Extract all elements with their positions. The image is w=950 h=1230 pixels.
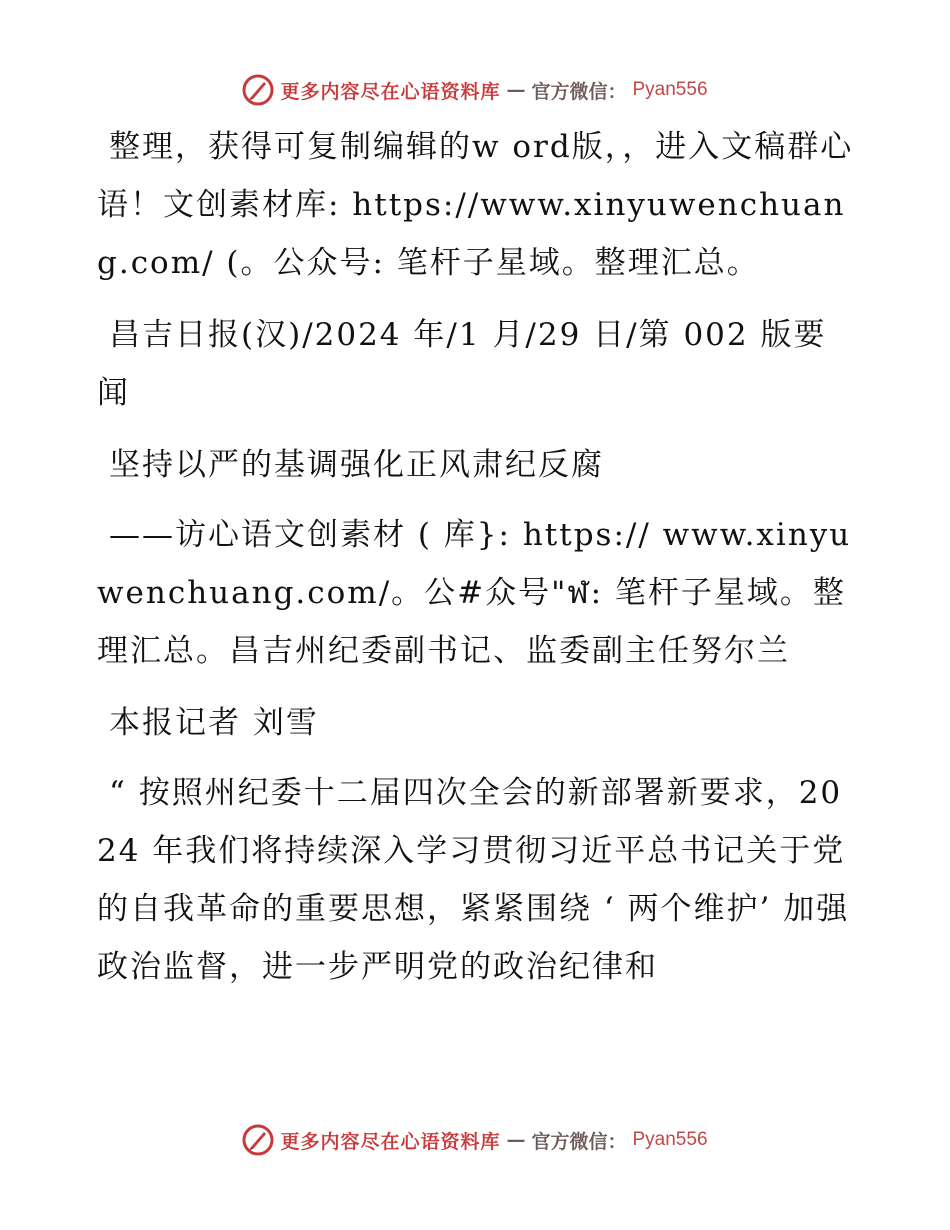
watermark-separator: — — [506, 1129, 526, 1151]
paragraph-body: “ 按照州纪委十二届四次全会的新部署新要求，2024 年我们将持续深入学习贯彻习近平总书记关于党的自我革命的重要思想，紧紧围绕 ‘ 两个维护’ 加强政治监督，进一步严明党的政治纪律和 — [97, 775, 850, 985]
article-subheadline: ——访心语文创素材 ( 库}: https:// www.xinyuwenchuang.com/。公#众号"ฬ: 笔杆子星域。整理汇总。昌吉州纪委副书记、监委副主任努尔兰 — [97, 517, 852, 669]
article-byline: 本报记者 刘雪 — [109, 705, 319, 741]
quill-logo-icon — [242, 74, 274, 106]
watermark-text: 更多内容尽在心语资料库 — [280, 80, 501, 103]
document-body — [97, 118, 857, 1010]
watermark-wechat-label: 官方微信： — [531, 1130, 627, 1153]
watermark-text: 更多内容尽在心语资料库 — [280, 1130, 501, 1153]
quill-logo-icon — [242, 1124, 274, 1156]
paragraph-intro: 整理，获得可复制编辑的w ord版，，进入文稿群心语！文创素材库: https://www.xinyuwenchuang.com/ (。公众号: 笔杆子星域。整理汇总。 — [97, 129, 854, 281]
footer-watermark — [0, 1120, 950, 1160]
header-watermark — [0, 70, 950, 110]
paragraph-source-line: 昌吉日报(汉)/2024 年/1 月/29 日/第 002 版要闻 — [97, 317, 827, 411]
watermark-account-id: Pyan556 — [632, 1129, 708, 1150]
article-headline: 坚持以严的基调强化正风肃纪反腐 — [109, 447, 604, 483]
watermark-separator: — — [506, 79, 526, 101]
watermark-wechat-label: 官方微信： — [531, 80, 627, 103]
watermark-account-id: Pyan556 — [632, 79, 708, 100]
